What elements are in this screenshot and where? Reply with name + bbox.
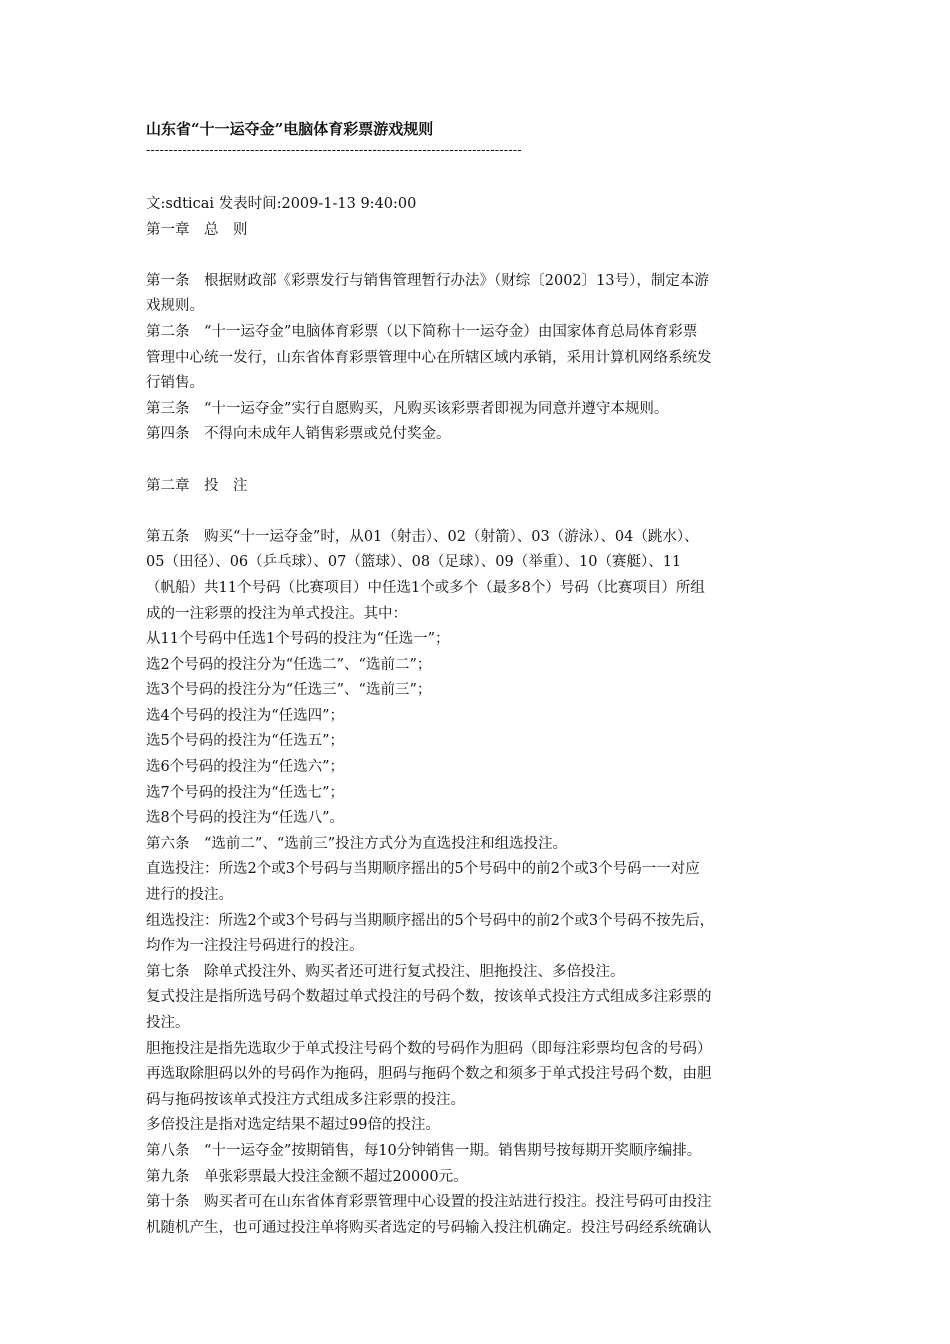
option-line: 选7个号码的投注为“任选七”； (146, 784, 345, 801)
article-line: 组选投注：所选2个或3个号码与当期顺序摇出的5个号码中的前2个或3个号码不按先后， (146, 912, 715, 929)
article-line: 均作为一注投注号码进行的投注。 (146, 938, 364, 955)
divider-line: ----------------------------------------------------------------------------------- (146, 142, 522, 157)
option-line: 选8个号码的投注为“任选八”。 (146, 810, 345, 827)
article-line: 管理中心统一发行，山东省体育彩票管理中心在所辖区域内承销，采用计算机网络系统发 (146, 349, 712, 366)
option-line: 选2个号码的投注分为“任选二”、“选前二”； (146, 656, 432, 673)
document-page (146, 118, 816, 1241)
chapter-heading: 第一章 总 则 (146, 221, 248, 238)
article-line: 第四条 不得向未成年人销售彩票或兑付奖金。 (146, 426, 451, 443)
article-line: 直选投注：所选2个或3个号码与当期顺序摇出的5个号码中的前2个或3个号码一一对应 (146, 861, 700, 878)
post-meta: 文:sdticai 发表时间:2009-1-13 9:40:00 (146, 196, 417, 212)
article-line: 第六条 “选前二”、“选前三”投注方式分为直选投注和组选投注。 (146, 835, 568, 852)
article-line: 第二条 “十一运夺金”电脑体育彩票（以下简称十一运夺金）由国家体育总局体育彩票 (146, 323, 698, 340)
option-line: 选5个号码的投注为“任选五”； (146, 733, 345, 750)
article-line: 第七条 除单式投注外、购买者还可进行复式投注、胆拖投注、多倍投注。 (146, 963, 625, 980)
article-line: 胆拖投注是指先选取少于单式投注号码个数的号码作为胆码（即每注彩票均包含的号码） (146, 1040, 712, 1057)
article-line: 机随机产生，也可通过投注单将购买者选定的号码输入投注机确定。投注号码经系统确认 (146, 1219, 712, 1236)
document-title: 山东省“十一运夺金”电脑体育彩票游戏规则 (146, 120, 434, 138)
option-line: 选4个号码的投注为“任选四”； (146, 707, 345, 724)
article-line: 第九条 单张彩票最大投注金额不超过20000元。 (146, 1168, 468, 1185)
article-line: 第一条 根据财政部《彩票发行与销售管理暂行办法》（财综〔2002〕13号），制定本游 (146, 272, 709, 289)
article-line: 第十条 购买者可在山东省体育彩票管理中心设置的投注站进行投注。投注号码可由投注 (146, 1194, 712, 1211)
option-line: 选6个号码的投注为“任选六”； (146, 759, 345, 776)
article-line: 投注。 (146, 1015, 190, 1031)
article-line: 第三条 “十一运夺金”实行自愿购买，凡购买该彩票者即视为同意并遵守本规则。 (146, 400, 669, 417)
article-line: 进行的投注。 (146, 887, 233, 904)
article-line: 戏规则。 (146, 298, 204, 315)
article-line: 成的一注彩票的投注为单式投注。其中： (146, 605, 407, 622)
article-line: 码与拖码按该单式投注方式组成多注彩票的投注。 (146, 1091, 465, 1108)
article-line: （帆船）共11个号码（比赛项目）中任选1个或多个（最多8个）号码（比赛项目）所组 (146, 579, 705, 596)
chapter-heading: 第二章 投 注 (146, 477, 248, 494)
article-line: 05（田径）、06（乒乓球）、07（篮球）、08（足球）、09（举重）、10（赛艇）、11 (146, 554, 682, 571)
article-line: 第八条 “十一运夺金”按期销售，每10分钟销售一期。销售期号按每期开奖顺序编排。 (146, 1142, 702, 1159)
article-line: 第五条 购买“十一运夺金”时，从01（射击）、02（射箭）、03（游泳）、04（跳水）、 (146, 528, 699, 545)
article-line: 再选取除胆码以外的号码作为拖码，胆码与拖码个数之和须多于单式投注号码个数，由胆 (146, 1066, 712, 1083)
option-line: 从11个号码中任选1个号码的投注为“任选一”； (146, 631, 450, 648)
article-line: 多倍投注是指对选定结果不超过99倍的投注。 (146, 1117, 440, 1134)
article-line: 复式投注是指所选号码个数超过单式投注的号码个数，按该单式投注方式组成多注彩票的 (146, 989, 712, 1006)
article-line: 行销售。 (146, 375, 204, 392)
option-line: 选3个号码的投注分为“任选三”、“选前三”； (146, 682, 432, 699)
